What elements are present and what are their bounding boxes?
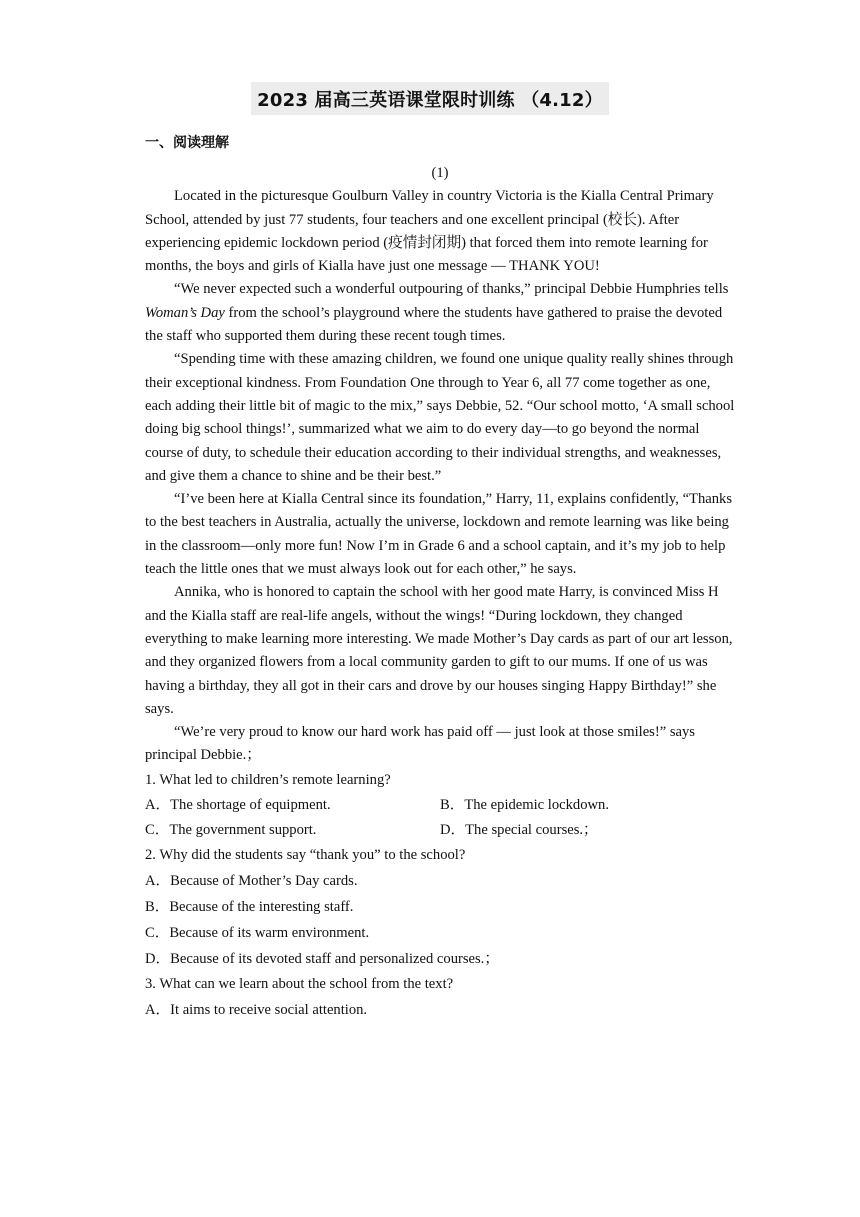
question-1-options-row-1 xyxy=(145,793,735,818)
paragraph-4: “I’ve been here at Kialla Central since its foundation,” Harry, 11, explains confidently, “Thanks to the best teachers in Australia, actually the universe, lockdown and remote learning was like being in the classroom—only more fun! Now I’m in Grade 6 and a school captain, and it’s my job to help teach the little ones that we must always look out for each other,” he says. xyxy=(145,491,733,578)
question-2-option-c: C．Because of its warm environment. xyxy=(145,924,370,941)
paragraph-2-text-b: from the school’s playground where the students have gathered to praise the devoted the staff who supported them during these recent tough times. xyxy=(145,304,723,345)
question-2-stem: 2. Why did the students say “thank you” to the school? xyxy=(145,846,466,863)
magazine-title: Woman’s Day xyxy=(145,304,225,321)
paragraph-1: Located in the picturesque Goulburn Valley in country Victoria is the Kialla Central Primary School, attended by just 77 students, four teachers and one excellent principal (校长). After experiencing epidemic lockdown period (疫情封闭期) that forced them into remote learning for months, the boys and girls of Kialla have just one message — THANK YOU! xyxy=(145,188,714,275)
question-1-options-row-2 xyxy=(145,818,735,843)
question-1-option-d: D．The special courses.； xyxy=(440,821,598,838)
passage-number: (1) xyxy=(431,165,449,181)
question-1-option-c: C．The government support. xyxy=(145,821,317,838)
paragraph-2 xyxy=(145,278,735,348)
page-title: 2023 届高三英语课堂限时训练 （4.12） xyxy=(251,82,609,115)
paragraph-6: “We’re very proud to know our hard work has paid off — just look at those smiles!” says principal Debbie.； xyxy=(145,724,695,764)
question-2-option-a: A．Because of Mother’s Day cards. xyxy=(145,872,358,889)
title-container xyxy=(0,82,860,115)
question-1-option-a: A．The shortage of equipment. xyxy=(145,796,331,813)
question-2-option-b: B．Because of the interesting staff. xyxy=(145,898,354,915)
question-1-option-b: B．The epidemic lockdown. xyxy=(440,796,610,813)
question-3-stem: 3. What can we learn about the school from the text? xyxy=(145,975,454,992)
paragraph-3: “Spending time with these amazing children, we found one unique quality really shines through their exceptional kindness. From Foundation One through to Year 6, all 77 come together as one, each adding their little bit of magic to the mix,” says Debbie, 52. “Our school motto, ‘A small school doing big school things!’, summarized what we aim to do every day—to go beyond the normal course of duty, to schedule their education according to their individual strengths, and weaknesses, and give them a chance to shine and be their best.” xyxy=(145,351,735,484)
passage-body xyxy=(145,162,735,1023)
section-heading: 一、阅读理解 xyxy=(145,135,229,151)
paragraph-2-text-a: “We never expected such a wonderful outpouring of thanks,” principal Debbie Humphries tells xyxy=(174,281,729,298)
question-2-option-d: D．Because of its devoted staff and personalized courses.； xyxy=(145,950,499,967)
paragraph-5: Annika, who is honored to captain the school with her good mate Harry, is convinced Miss H and the Kialla staff are real-life angels, without the wings! “During lockdown, they changed everything to make learning more interesting. We made Mother’s Day cards as part of our art lesson, and they organized flowers from a local community garden to gift to our mums. If one of us was having a birthday, they all got in their cars and drove by our houses singing Happy Birthday!” she says. xyxy=(145,584,733,717)
question-3-option-a: A．It aims to receive social attention. xyxy=(145,1001,368,1018)
question-1-stem: 1. What led to children’s remote learning? xyxy=(145,771,391,788)
